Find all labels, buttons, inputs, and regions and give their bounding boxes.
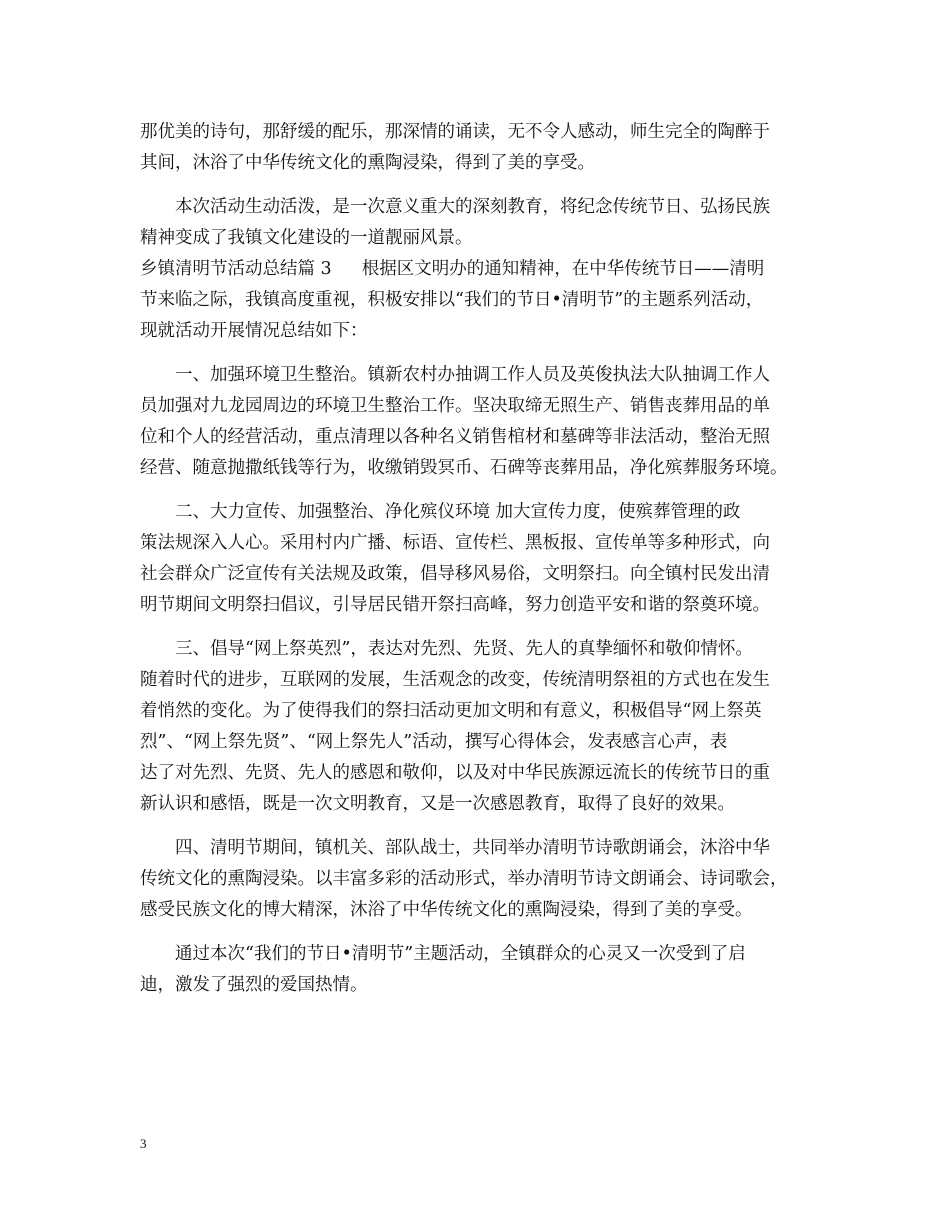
text-line: 经营、随意抛撒纸钱等行为，收缴销毁冥币、石碑等丧葬用品，净化殡葬服务环境。 [140, 458, 788, 478]
text-line: 二、大力宣传、加强整治、净化殡仪环境 加大宣传力度，使殡葬管理的政 [175, 502, 741, 522]
text-line: 现就活动开展情况总结如下： [140, 321, 368, 341]
paragraph-p8 [140, 939, 820, 1001]
text-line: 一、加强环境卫生整治。镇新农村办抽调工作人员及英俊执法大队抽调工作人 [175, 365, 770, 385]
text-line: 感受民族文化的博大精深，沐浴了中华传统文化的熏陶浸染，得到了美的享受。 [140, 900, 753, 920]
text-line: 随着时代的进步，互联网的发展，生活观念的改变，传统清明祭祖的方式也在发生 [140, 670, 770, 690]
section-heading: 乡镇清明节活动总结篇 3 [140, 259, 332, 279]
text-line: 通过本次“我们的节日•清明节”主题活动，全镇群众的心灵又一次受到了启 [175, 944, 746, 964]
text-line [140, 254, 820, 285]
text-line: 其间，沐浴了中华传统文化的熏陶浸染，得到了美的享受。 [140, 153, 595, 173]
page-number: 3 [140, 1136, 147, 1151]
text-line: 达了对先烈、先贤、先人的感恩和敬仰，以及对中华民族源远流长的传统节日的重 [140, 763, 770, 783]
paragraph-p3 [140, 254, 820, 347]
paragraph-p7 [140, 833, 820, 926]
paragraph-p1 [140, 117, 820, 179]
text-line: 精神变成了我镇文化建设的一道靓丽风景。 [140, 228, 473, 248]
paragraph-p5 [140, 497, 820, 621]
text-line: 那优美的诗句，那舒缓的配乐，那深情的诵读，无不令人感动，师生完全的陶醉于 [140, 122, 770, 142]
text-line: 本次活动生动活泼，是一次意义重大的深刻教育，将纪念传统节日、弘扬民族 [175, 197, 770, 217]
text-line: 位和个人的经营活动，重点清理以各种名义销售棺材和墓碑等非法活动，整治无照 [140, 427, 770, 447]
document-body [140, 117, 820, 1001]
text-line: 社会群众广泛宣传有关法规及政策，倡导移风易俗，文明祭扫。向全镇村民发出清 [140, 564, 770, 584]
text-span: 根据区文明办的通知精神，在中华传统节日——清明 [361, 259, 765, 279]
text-line: 新认识和感悟，既是一次文明教育，又是一次感恩教育，取得了良好的效果。 [140, 794, 735, 814]
text-line: 员加强对九龙园周边的环境卫生整治工作。坚决取缔无照生产、销售丧葬用品的单 [140, 396, 770, 416]
text-line: 明节期间文明祭扫倡议，引导居民错开祭扫高峰，努力创造平安和谐的祭奠环境。 [140, 595, 770, 615]
text-line: 迪，激发了强烈的爱国热情。 [140, 975, 368, 995]
paragraph-p4 [140, 360, 820, 484]
text-line: 三、倡导“网上祭英烈”，表达对先烈、先贤、先人的真挚缅怀和敬仰情怀。 [175, 639, 753, 659]
text-line: 烈”、“网上祭先贤”、“网上祭先人”活动，撰写心得体会，发表感言心声，表 [140, 732, 728, 752]
text-line: 四、清明节期间，镇机关、部队战士，共同举办清明节诗歌朗诵会，沐浴中华 [175, 838, 770, 858]
paragraph-p6 [140, 634, 820, 820]
text-line: 着悄然的变化。为了使得我们的祭扫活动更加文明和有意义，积极倡导“网上祭英 [140, 701, 762, 721]
text-line: 节来临之际，我镇高度重视，积极安排以“我们的节日•清明节”的主题系列活动， [140, 290, 764, 310]
paragraph-p2 [140, 192, 820, 254]
text-line: 策法规深入人心。采用村内广播、标语、宣传栏、黑板报、宣传单等多种形式，向 [140, 533, 770, 553]
text-line: 传统文化的熏陶浸染。以丰富多彩的活动形式，举办清明节诗文朗诵会、诗词歌会， [140, 869, 788, 889]
